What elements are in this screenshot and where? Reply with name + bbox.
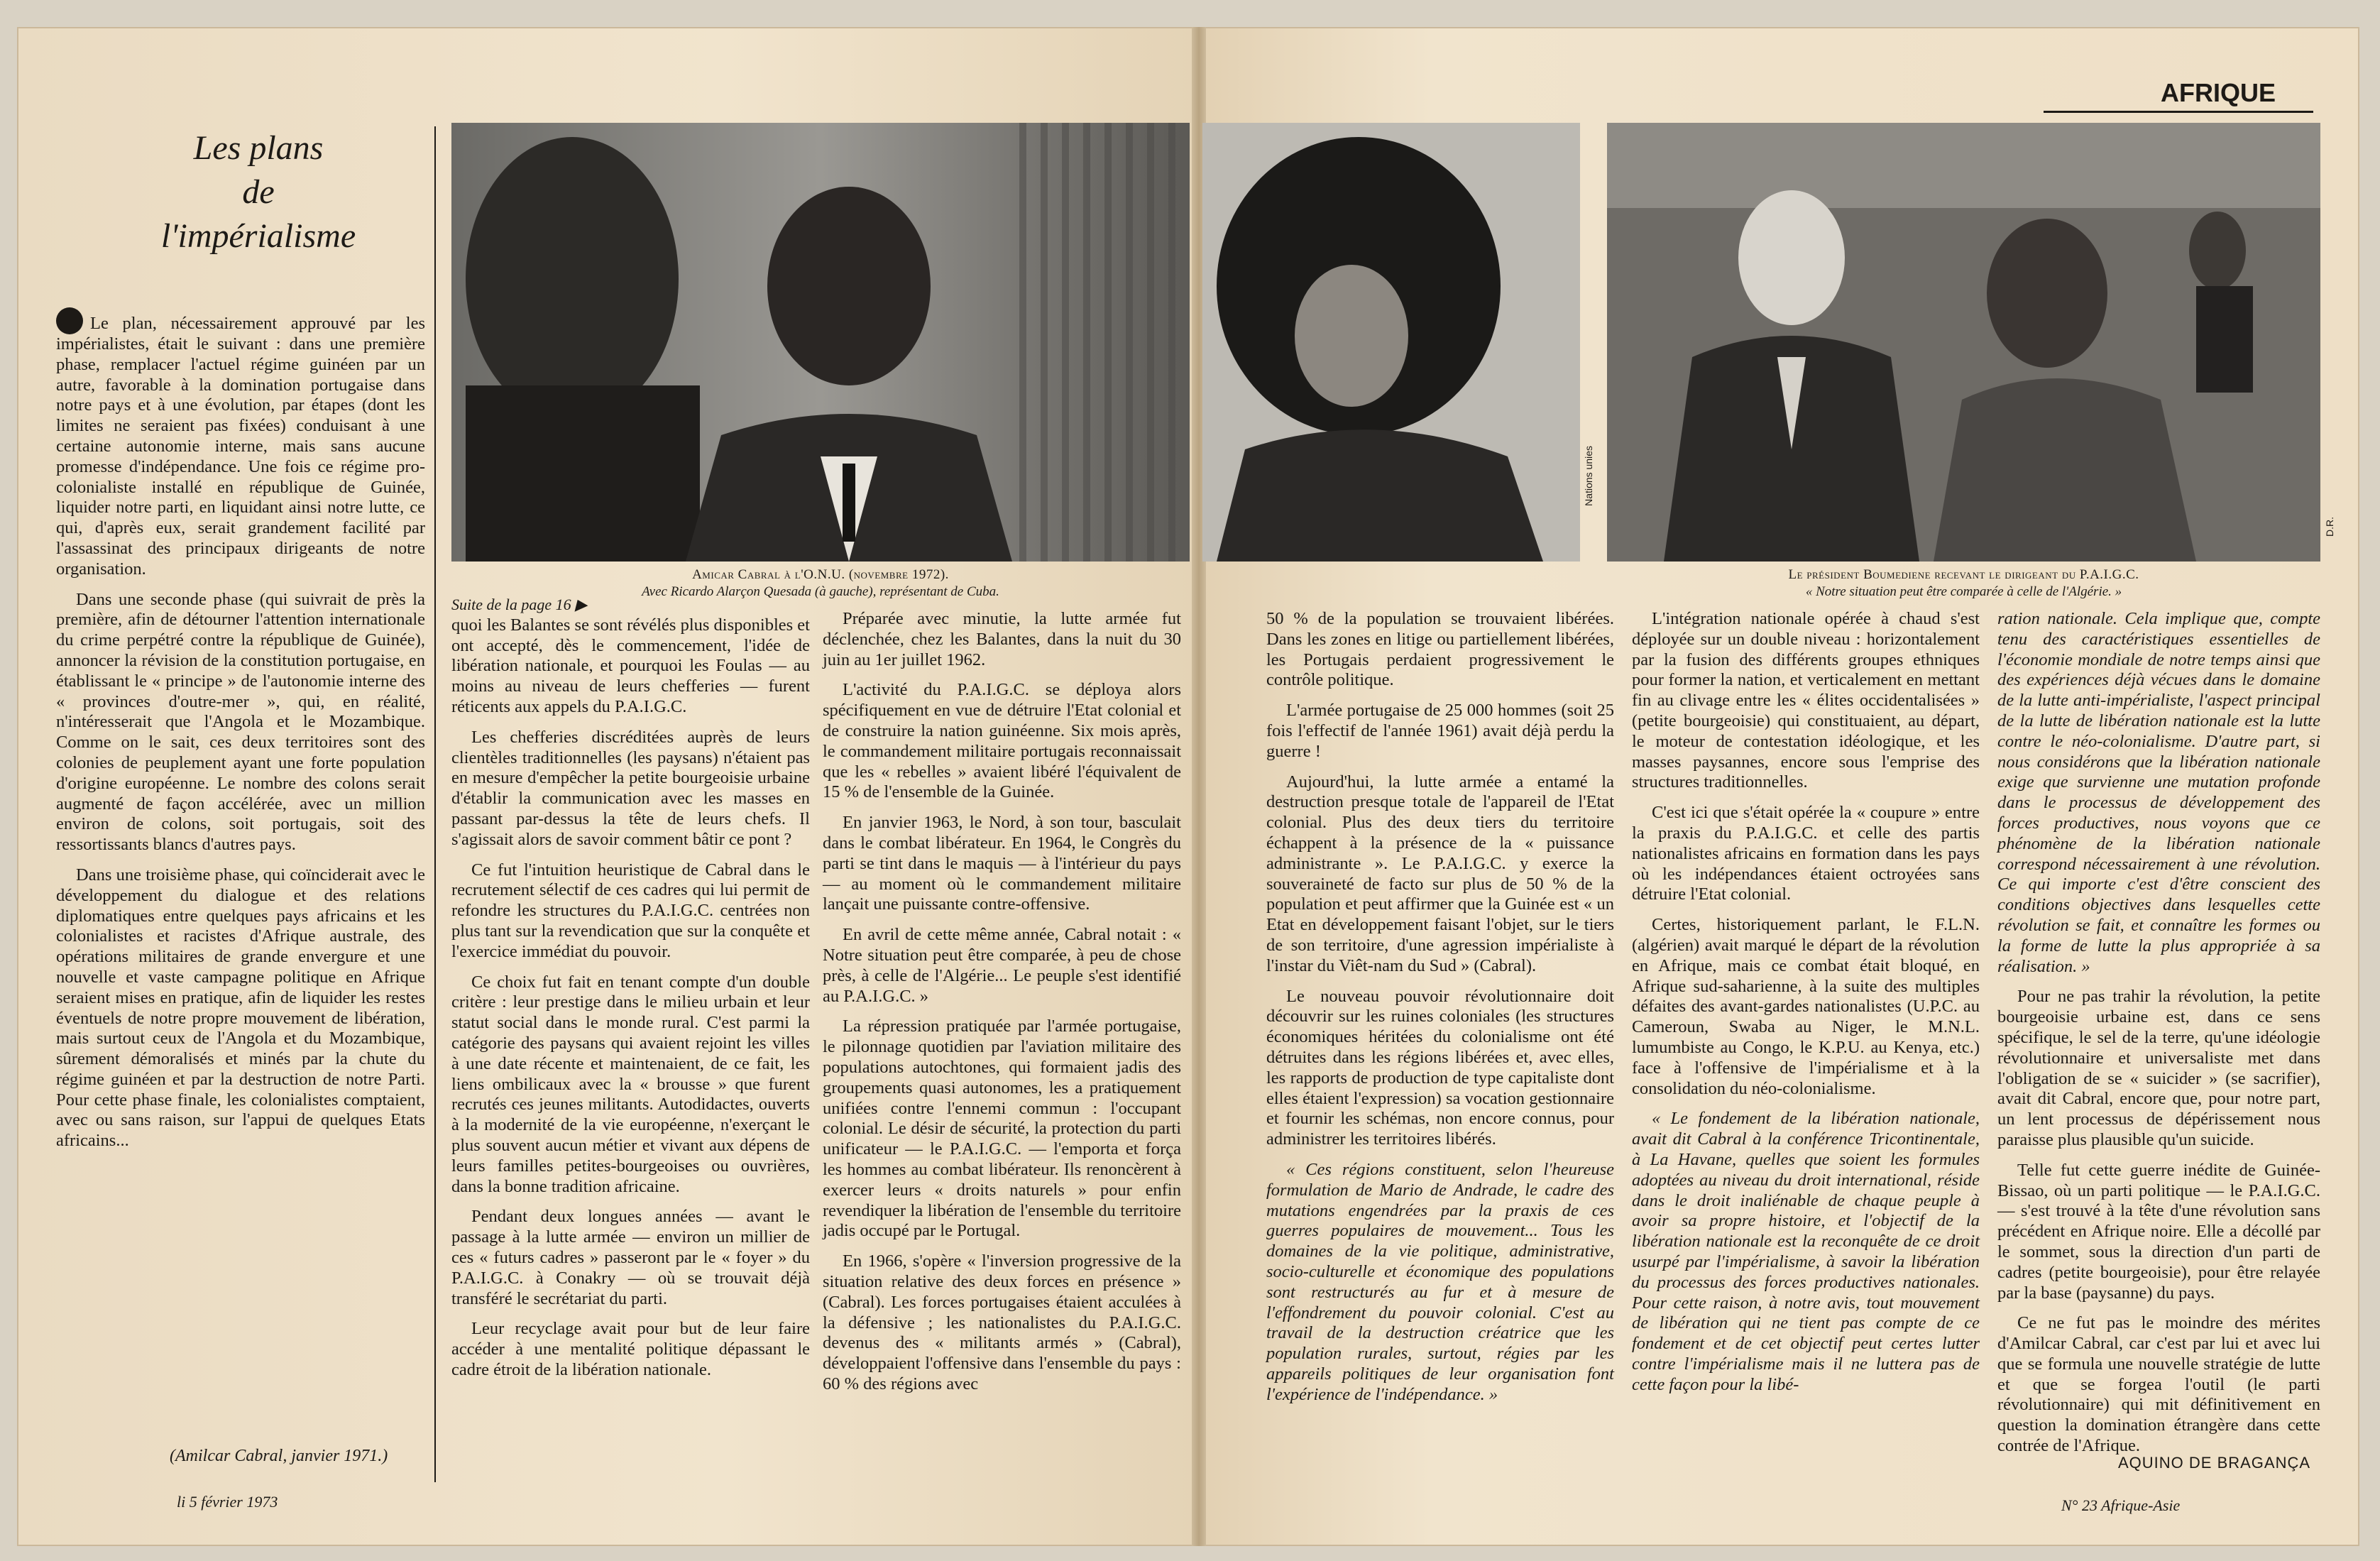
article-column-2 [451,595,810,1391]
article-paragraph: Ce choix fut fait en tenant compte d'un double critère : leur prestige dans le milieu urbain et leur statut social dans le monde rural. C'est parmi la catégorie des paysans qui avaient rejoint les villes à une date récente et maintenaient, de ce fait, les liens ombilicaux avec la « brousse » que furent recrutés ces jeunes militants. Autodidactes, ouverts à la modernité de la vie européenne, n'exerçant le plus souvent aucun métier et vivant aux dépens de leurs familles petites-bourgeoises ou ouvrières, dans la bonne tradition africaine. [451,972,810,1196]
sidebar-article [56,307,425,1161]
article-paragraph: L'armée portugaise de 25 000 hommes (soit 25 fois l'effectif de l'année 1961) avait déjà perdu la guerre ! [1266,701,1614,761]
page-footer-issue: N° 23 Afrique-Asie [2061,1496,2181,1514]
title-line: Les plans [193,129,324,167]
caption-text: Avec Ricardo Alarçon Quesada (à gauche), représentant de Cuba. [642,584,999,599]
section-label: AFRIQUE [2161,78,2276,107]
attribution: (Amilcar Cabral, janvier 1971.) [170,1447,388,1465]
article-paragraph: L'activité du P.A.I.G.C. se déploya alors spécifiquement en vue de détruire l'Etat colonial et de construire la nation guinéenne. Six mois après, le commandement militaire portugais reconnaissait que les « rebelles » avaient libéré l'équivalent de 15 % de l'ensemble de la Guinée. [823,680,1181,802]
photo-boumediene [1607,123,2320,562]
article-paragraph: Telle fut cette guerre inédite de Guinée-Bissao, où un parti politique — le P.A.I.G.C. — s'est trouvé à la tête d'une révolution sans précédent en Afrique noire. Elle a décollé par le sommet, sous la direction d'un parti de cadres (petite bourgeoisie), pour être relayée par la base (paysanne) du pays. [1997,1160,2320,1303]
article-column-4 [1266,609,1614,1415]
caption-title: Amicar Cabral à l'O.N.U. (novembre 1972). [692,567,949,582]
article-paragraph: « Ces régions constituent, selon l'heureuse formulation de Mario de Andrade, le cadre des mutations engendrées par la praxis de ces guerres populaires de mouvement... Tous les domaines de la vie politique, administrative, socio-culturelle et économique des populations sont restructurés au fur et à mesure de l'effondrement du pouvoir colonial. C'est au travail de la destruction créatrice que les population rurales, surtout, régies par les appareils politiques de leur organisation font l'expérience de l'indépendance. » [1266,1159,1614,1404]
article-title [141,126,375,258]
author-signature: AQUINO DE BRAGANÇA [2118,1454,2311,1472]
page-footer-date: li 5 février 1973 [177,1493,278,1511]
title-line: de [242,173,275,211]
title-line: l'impérialisme [160,217,356,255]
article-paragraph: 50 % de la population se trouvaient libérées. Dans les zones en litige ou partiellement libérées, les Portugais perdaient progressivement le contrôle politique. [1266,609,1614,690]
caption-text: « Notre situation peut être comparée à celle de l'Algérie. » [1805,584,2122,599]
bullet-icon [56,307,83,334]
magazine-spread [17,27,2359,1546]
caption-title: Le président Boumediene recevant le dirigeant du P.A.I.G.C. [1788,567,2139,582]
article-paragraph: En 1966, s'opère « l'inversion progressive de la situation relative des deux forces en présence » (Cabral). Les forces portugaises étaient acculées à la défensive ; les nationalistes du P.A.I.G.C. devenus des « militants armés » (Cabral), développaient l'offensive dans l'ensemble du pays : 60 % des régions avec [823,1251,1181,1393]
article-paragraph: Dans une seconde phase (qui suivrait de près la première, afin de détourner l'attention internationale du crime perpétré contre la république de Guinée), annoncer la révision de la constitution portugaise, en établissant le « principe » de l'autonomie interne des « provinces d'outre-mer », qui, en réalité, n'intéresserait que l'Angola et le Mozambique. Comme on le sait, ces deux territoires sont des colonies de peuplement ayant une forte population d'origine européenne. Le nombre des colons serait augmenté de façon accélérée, avec un million environ de colons, soit portugais, soit des ressortissants blancs d'autres pays. [56,589,425,855]
article-paragraph: Aujourd'hui, la lutte armée a entamé la destruction presque totale de l'appareil de l'Etat colonial. Plus des deux tiers du territoire échappent à la présence de la « puissance administrante ». Le P.A.I.G.C. y exerce la souveraineté de facto sur plus de 50 % de la population et peut affirmer que la Guinée est « un Etat en développement faisant l'objet, sur le tiers de son territoire, d'une agression impérialiste à l'instar du Viêt-nam du Sud » (Cabral). [1266,772,1614,975]
article-paragraph: ration nationale. Cela implique que, compte tenu des caractéristiques essentielles de l'économie mondiale de notre temps ainsi que des expériences déjà vécues dans le domaine de la lutte anti-impérialiste, l'aspect principal de la lutte de libération nationale est la lutte contre le néo-colonialisme. D'autre part, si nous considérons que la libération nationale exige que survienne une mutation profonde dans le processus de développement des forces productives, nous voyons que ce phénomène de la libération nationale correspond nécessairement à une révolution. Ce qui importe c'est d'être conscient des conditions objectives dans lesquelles cette révolution se fait, et connaître les formes ou la forme de lutte la plus appropriée à sa réalisation. » [1997,609,2320,976]
column-rule [434,126,436,1482]
article-paragraph: Certes, historiquement parlant, le F.L.N. (algérien) avait marqué le départ de la révolution en Afrique, mais ce combat était bloqué, en Afrique sud-saharienne, à la suite des multiples défaites des avant-gardes nationalistes (U.P.C. au Cameroun, Swaba au Niger, le M.N.L. lumumbiste au Congo, le K.P.U. au Kenya, etc.) face à l'offensive de l'impérialisme et à la consolidation du néo-colonialisme. [1632,915,1980,1098]
article-paragraph: L'intégration nationale opérée à chaud s'est déployée sur un double niveau : horizontalement par la fusion des différents groupes ethniques pour former la nation, et verticalement en mettant fin au clivage entre les « élites occidentalisées » (petite bourgeoisie) qui constituaient, au départ, le moteur de contestation idéologique, et les masses paysannes, encore sous l'emprise des structures traditionnelles. [1632,609,1980,792]
section-rule [2044,111,2313,113]
photo-caption-right [1607,566,2320,601]
article-column-3 [823,609,1181,1405]
article-paragraph: Pour ne pas trahir la révolution, la petite bourgeoisie urbaine est, dans ce sens spécifique, le sel de la terre, qu'une idéologie révolutionnaire et universaliste met dans l'obligation de se « suicider » (se sacrifier), avait dit Cabral, encore que, pour notre part, un lent processus de dépérissement nous paraisse plus plausible qu'un suicide. [1997,987,2320,1149]
article-paragraph: quoi les Balantes se sont révélés plus disponibles et ont accepté, dès le commencement, l'idée de libération nationale, et pourquoi les Foulas — au moins au niveau de leurs chefferies — furent réticents aux appels du P.A.I.G.C. [451,615,810,716]
article-paragraph: Le nouveau pouvoir révolutionnaire doit découvrir sur les ruines coloniales (les structures économiques héritées du colonialisme ont été détruites dans les régions libérées et, avec elles, les rapports de production de type capitaliste dont elles étaient l'expression) sa vocation gestionnaire et fournir les schémas, non encore connus, pour administrer les territoires libérés. [1266,986,1614,1149]
article-paragraph: Ce ne fut pas le moindre des mérites d'Amilcar Cabral, car c'est par lui et avec lui que se formula une nouvelle stratégie de lutte et que se forgea l'outil (le parti révolutionnaire) qui mit définitivement en question la domination étrangère dans cette contrée de l'Afrique. [1997,1313,2320,1456]
article-paragraph: En janvier 1963, le Nord, à son tour, basculait dans le combat libérateur. En 1964, le Congrès du parti se tint dans le maquis — à l'intérieur du pays — au moment où le commandement militaire lançait une puissante contre-offensive. [823,813,1181,914]
continued-from: Suite de la page 16 ▶ [451,596,588,613]
article-paragraph: Préparée avec minutie, la lutte armée fut déclenchée, chez les Balantes, dans la nuit du 30 juin au 1er juillet 1962. [823,609,1181,669]
article-paragraph: « Le fondement de la libération nationale, avait dit Cabral à la conférence Tricontinentale, à La Havane, quelles que soient les formules adoptées au niveau du droit international, réside dans le droit inaliénable de chaque peuple à avoir sa propre histoire, et l'objectif de la libération nationale est la reconquête de ce droit usurpé par l'impérialisme, à savoir la libération du processus des forces productives nationales. Pour cette raison, à notre avis, tout mouvement de libération qui ne tient pas compte de ce fondement et de cet objectif peut certes lutter contre l'impérialisme mais il ne luttera pas de cette façon pour la libé- [1632,1109,1980,1394]
article-column-5 [1632,609,1980,1405]
article-column-6 [1997,609,2320,1467]
photo-representative [1202,123,1580,562]
article-paragraph: C'est ici que s'était opérée la « coupure » entre la praxis du P.A.I.G.C. et celle des partis nationalistes africains en formation dans les pays où les indépendances étaient octroyées sans détruire l'Etat colonial. [1632,803,1980,904]
article-paragraph: Les chefferies discréditées auprès de leurs clientèles traditionnelles (les paysans) n'étaient pas en mesure d'empêcher la petite bourgeoisie urbaine d'établir la communication avec les masses en passant par-dessus la tête de leurs chefs. Il s'agissait alors de savoir comment bâtir ce pont ? [451,727,810,849]
photo-credit: Nations unies [1583,446,1594,506]
article-paragraph: Dans une troisième phase, qui coïnciderait avec le développement du dialogue et des relations diplomatiques entre quelques pays africains et les colonialistes et racistes d'Afrique australe, des opérations militaires de grande envergure et une nouvelle et vaste campagne politique en Afrique seraient mises en pratique, afin de liquider les restes éventuels de notre propre mouvement de libération, mais surtout ceux de l'Angola et du Mozambique, sûrement démoralisés et minés par la chute du régime guinéen et par la destruction de notre Parti. Pour cette phase finale, les colonialistes comptaient, avec ou sans raison, sur l'appui de quelques Etats africains... [56,865,425,1151]
article-paragraph: En avril de cette même année, Cabral notait : « Notre situation peut être comparée, à peu de chose près, à celle de l'Algérie... Le peuple s'est identifié au P.A.I.G.C. » [823,925,1181,1006]
article-paragraph: Leur recyclage avait pour but de leur faire accéder à une mentalité politique dépassant le cadre étroit de la libération nationale. [451,1319,810,1379]
article-paragraph: Le plan, nécessairement approuvé par les impérialistes, était le suivant : dans une première phase, remplacer l'actuel régime guinéen par un autre, favorable à la domination portugaise dans notre pays et à une évolution, par étapes (dont les limites ne seraient pas fixées) conduisant à une certaine autonomie interne, mais sans aucune promesse d'indépendance. Une fois ce régime pro-colonialiste installé en république de Guinée, liquider notre parti, en liquidant ainsi notre lutte, ce qui, d'après eux, serait grandement facilité par l'assassinat des principaux dirigeants de notre organisation. [56,307,425,580]
article-paragraph: La répression pratiquée par l'armée portugaise, le pilonnage quotidien par l'aviation militaire des populations autochtones, qui formaient jadis des groupements quasi autonomes, les a pratiquement unifiées contre l'ennemi commun : l'occupant colonial. Le désir de sécurité, la protection du parti unificateur — le P.A.I.G.C. — l'emporta et força les hommes au combat libérateur. Ils renoncèrent à exercer leurs « droits naturels » pour enfin revendiquer la libération de l'ensemble du territoire jadis occupé par le Portugal. [823,1017,1181,1241]
article-paragraph: Pendant deux longues années — avant le passage à la lutte armée — environ un millier de ces « futurs cadres » passeront par le « foyer » du P.A.I.G.C. à Conakry — où se trouvait déjà transféré le secrétariat du parti. [451,1207,810,1308]
photo-credit: D.R. [2324,517,2335,537]
article-paragraph: Ce fut l'intuition heuristique de Cabral dans le recrutement sélectif de ces cadres qui lui permit de refondre les structures du P.A.I.G.C. centrées non plus tant sur la revendication que sur la conquête et l'exercice immédiat du pouvoir. [451,860,810,961]
photo-cabral-onu [451,123,1190,562]
